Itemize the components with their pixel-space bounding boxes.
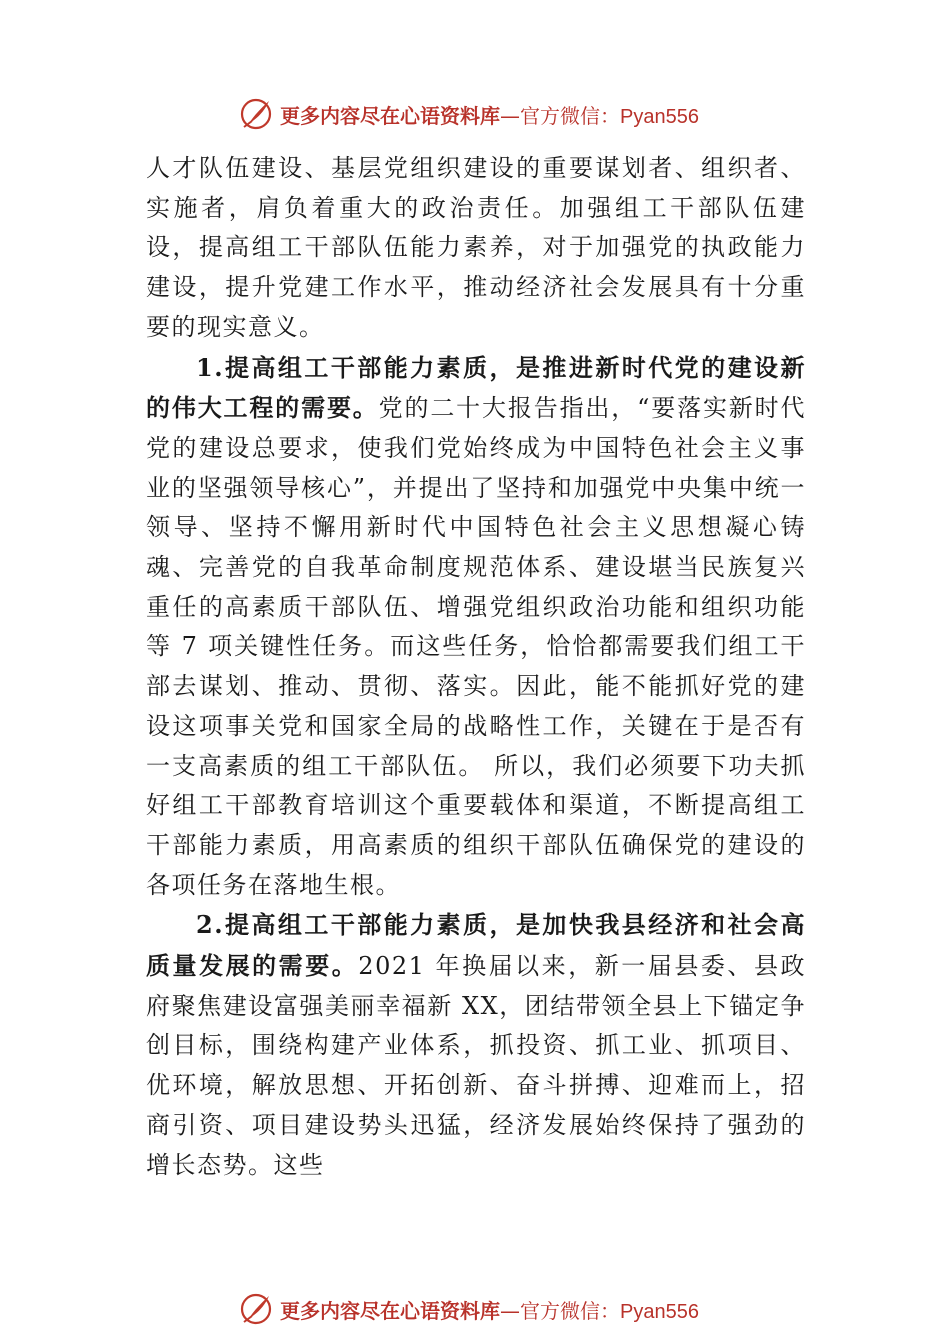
feather-pen-circle-icon [238, 96, 274, 132]
document-body [146, 149, 806, 1185]
paragraph-2-heading: 1.提高组工干部能力素质，是推进新时代党的建设新的伟大工程的需要。 [146, 352, 806, 423]
feather-pen-circle-icon [238, 1291, 274, 1327]
paragraph-3-heading: 2.提高组工干部能力素质，是加快我县经济和社会高质量发展的需要。 [146, 910, 806, 981]
paragraph-2: 1.提高组工干部能力素质，是推进新时代党的建设新的伟大工程的需要。党的二十大报告指出，“要落实新时代党的建设总要求，使我们党始终成为中国特色社会主义事业的坚强领导核心”，并提出了坚持和加强党中央集中统一领导、坚持不懈用新时代中国特色社会主义思想凝心铸魂、完善党的自我革命制度规范体系、建设堪当民族复兴重任的高素质干部队伍、增强党组织政治功能和组织功能等 7 项关键性任务。而这些任务，恰恰都需要我们组工干部去谋划、推动、贯彻、落实。因此，能不能抓好党的建设这项事关党和国家全局的战略性工作，关键在于是否有一支高素质的组工干部队伍。 所以，我们必须要下功夫抓好组工干部教育培训这个重要载体和渠道，不断提高组工干部能力素质，用高素质的组织干部队伍确保党的建设的各项任务在落地生根。 [146, 352, 806, 899]
watermark-text: 更多内容尽在心语资料库—官方微信：Pyan556 [280, 1298, 699, 1323]
header-watermark [238, 94, 699, 134]
paragraph-1: 人才队伍建设、基层党组织建设的重要谋划者、组织者、实施者，肩负着重大的政治责任。加强组工干部队伍建设，提高组工干部队伍能力素养，对于加强党的执政能力建设，提升党建工作水平，推动经济社会发展具有十分重要的现实意义。 [146, 154, 806, 341]
footer-watermark [238, 1289, 699, 1329]
watermark-text: 更多内容尽在心语资料库—官方微信：Pyan556 [280, 103, 699, 128]
paragraph-3: 2.提高组工干部能力素质，是加快我县经济和社会高质量发展的需要。2021 年换届以来，新一届县委、县政府聚焦建设富强美丽幸福新 XX，团结带领全县上下锚定争创目标，围绕构建产业体系，抓投资、抓工业、抓项目、优环境，解放思想、开拓创新、奋斗拼搏、迎难而上，招商引资、项目建设势头迅猛，经济发展始终保持了强劲的增长态势。这些 [146, 910, 807, 1179]
